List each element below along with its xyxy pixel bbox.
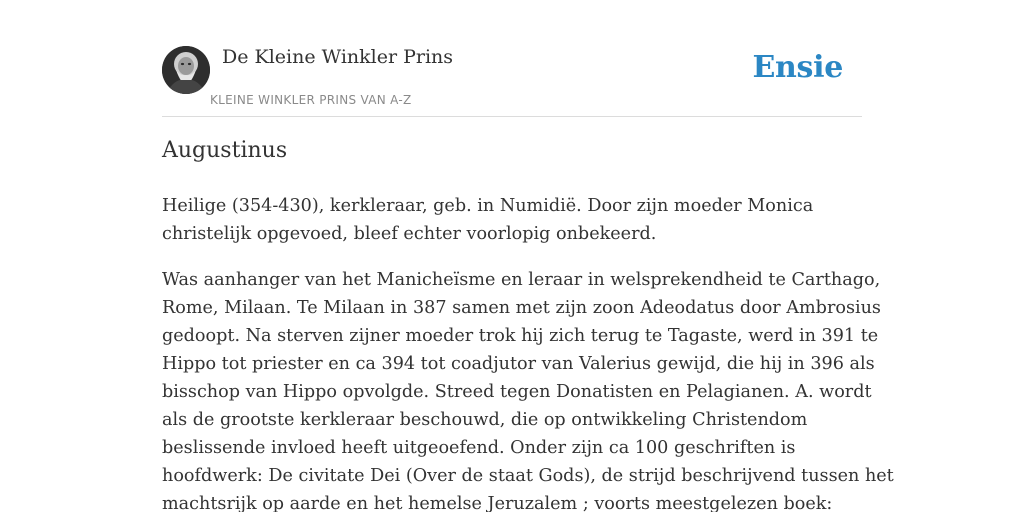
text-line: als de grootste kerkleraar beschouwd, die op ontwikkeling Christendom <box>162 410 808 430</box>
source-subtitle: KLEINE WINKLER PRINS VAN A-Z <box>210 93 412 107</box>
text-line: beslissende invloed heeft uitgeoefend. Onder zijn ca 100 geschriften is <box>162 438 796 458</box>
paragraph-1 <box>162 192 872 248</box>
text-line: christelijk opgevoed, bleef echter voorlopig onbekeerd. <box>162 224 657 244</box>
text-line: hoofdwerk: De civitate Dei (Over de staat Gods), de strijd beschrijvend tussen het <box>162 466 894 486</box>
text-line: Was aanhanger van het Manicheïsme en leraar in welsprekendheid te Carthago, <box>162 270 881 290</box>
text-line: gedoopt. Na sterven zijner moeder trok hij zich terug te Tagaste, werd in 391 te <box>162 326 879 346</box>
text-line: bisschop van Hippo opvolgde. Streed tegen Donatisten en Pelagianen. A. wordt <box>162 382 872 402</box>
header <box>162 46 862 117</box>
source-title-link[interactable]: De Kleine Winkler Prins <box>222 46 454 68</box>
text-line: Hippo tot priester en ca 394 tot coadjutor van Valerius gewijd, die hij in 396 als <box>162 354 875 374</box>
brand-logo-link[interactable]: Ensie <box>752 50 843 85</box>
text-line: Rome, Milaan. Te Milaan in 387 samen met zijn zoon Adeodatus door Ambrosius <box>162 298 881 318</box>
article-title: Augustinus <box>162 138 288 163</box>
text-line: Heilige (354-430), kerkleraar, geb. in Numidië. Door zijn moeder Monica <box>162 196 814 216</box>
text-line: machtsrijk op aarde en het hemelse Jeruzalem ; voorts meestgelezen boek: <box>162 494 833 512</box>
avatar[interactable] <box>162 46 210 94</box>
article-body <box>162 192 894 512</box>
portrait-icon <box>162 46 210 94</box>
paragraph-2 <box>162 266 894 512</box>
